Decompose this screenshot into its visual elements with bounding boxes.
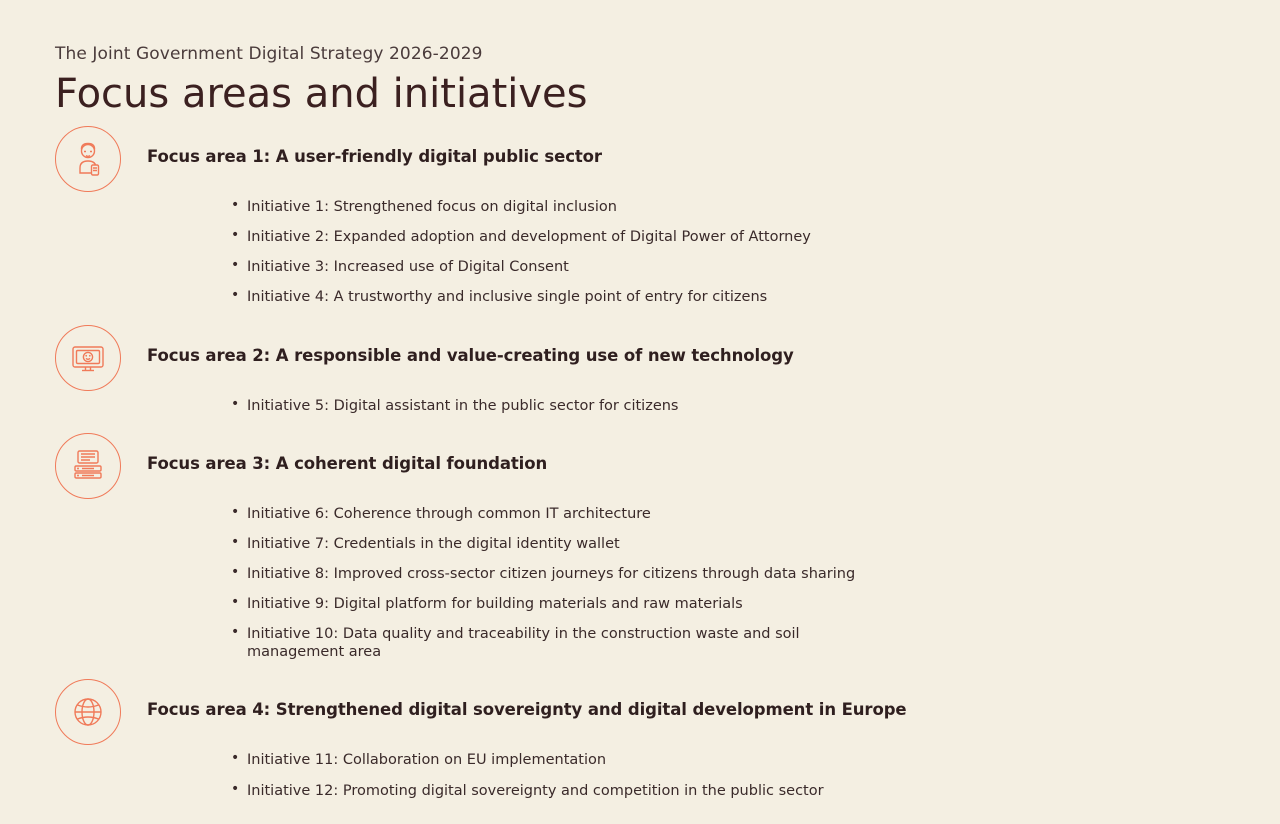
focus-area-title: Focus area 1: A user-friendly digital public sector [147, 147, 602, 166]
list-item: • Initiative 10: Data quality and traceability in the construction waste and soil management area [231, 625, 875, 661]
list-item: • Initiative 4: A trustworthy and inclusive single point of entry for citizens [231, 288, 875, 306]
list-item: • Initiative 9: Digital platform for building materials and raw materials [231, 595, 875, 613]
list-item: • Initiative 6: Coherence through common IT architecture [231, 505, 875, 523]
focus-area-block [55, 683, 907, 799]
slide-header [55, 44, 587, 117]
focus-area-header [55, 437, 875, 499]
initiative-list [55, 198, 875, 307]
list-item: • Initiative 1: Strengthened focus on digital inclusion [231, 198, 875, 216]
eyebrow-text: The Joint Government Digital Strategy 2026-2029 [55, 44, 483, 64]
list-item: • Initiative 8: Improved cross-sector citizen journeys for citizens through data sharing [231, 565, 875, 583]
focus-area-header [55, 683, 907, 745]
person-support-icon [55, 126, 121, 192]
page-title: Focus areas and initiatives [55, 71, 588, 118]
server-computer-icon [55, 433, 121, 499]
list-item: • Initiative 5: Digital assistant in the public sector for citizens [231, 397, 875, 415]
initiative-list [55, 751, 875, 799]
list-item: • Initiative 2: Expanded adoption and development of Digital Power of Attorney [231, 228, 875, 246]
list-item: • Initiative 7: Credentials in the digital identity wallet [231, 535, 875, 553]
focus-area-title: Focus area 3: A coherent digital foundation [147, 453, 548, 473]
list-item: • Initiative 12: Promoting digital sovereignty and competition in the public sector [231, 782, 875, 800]
focus-area-title: Focus area 4: Strengthened digital sovereignty and digital development in Europe [147, 700, 907, 720]
focus-area-title: Focus area 2: A responsible and value-creating use of new technology [147, 345, 794, 365]
focus-area-block [55, 130, 875, 307]
focus-area-block [55, 437, 875, 662]
focus-area-header [55, 329, 875, 391]
initiative-list [55, 505, 875, 662]
focus-area-header [55, 130, 875, 192]
list-item: • Initiative 11: Collaboration on EU implementation [231, 751, 875, 769]
monitor-smile-icon [55, 325, 121, 391]
focus-area-block [55, 329, 875, 415]
list-item: • Initiative 3: Increased use of Digital Consent [231, 258, 875, 276]
decorative-graphics [860, 0, 1280, 720]
initiative-list [55, 397, 875, 415]
globe-icon [55, 679, 121, 745]
